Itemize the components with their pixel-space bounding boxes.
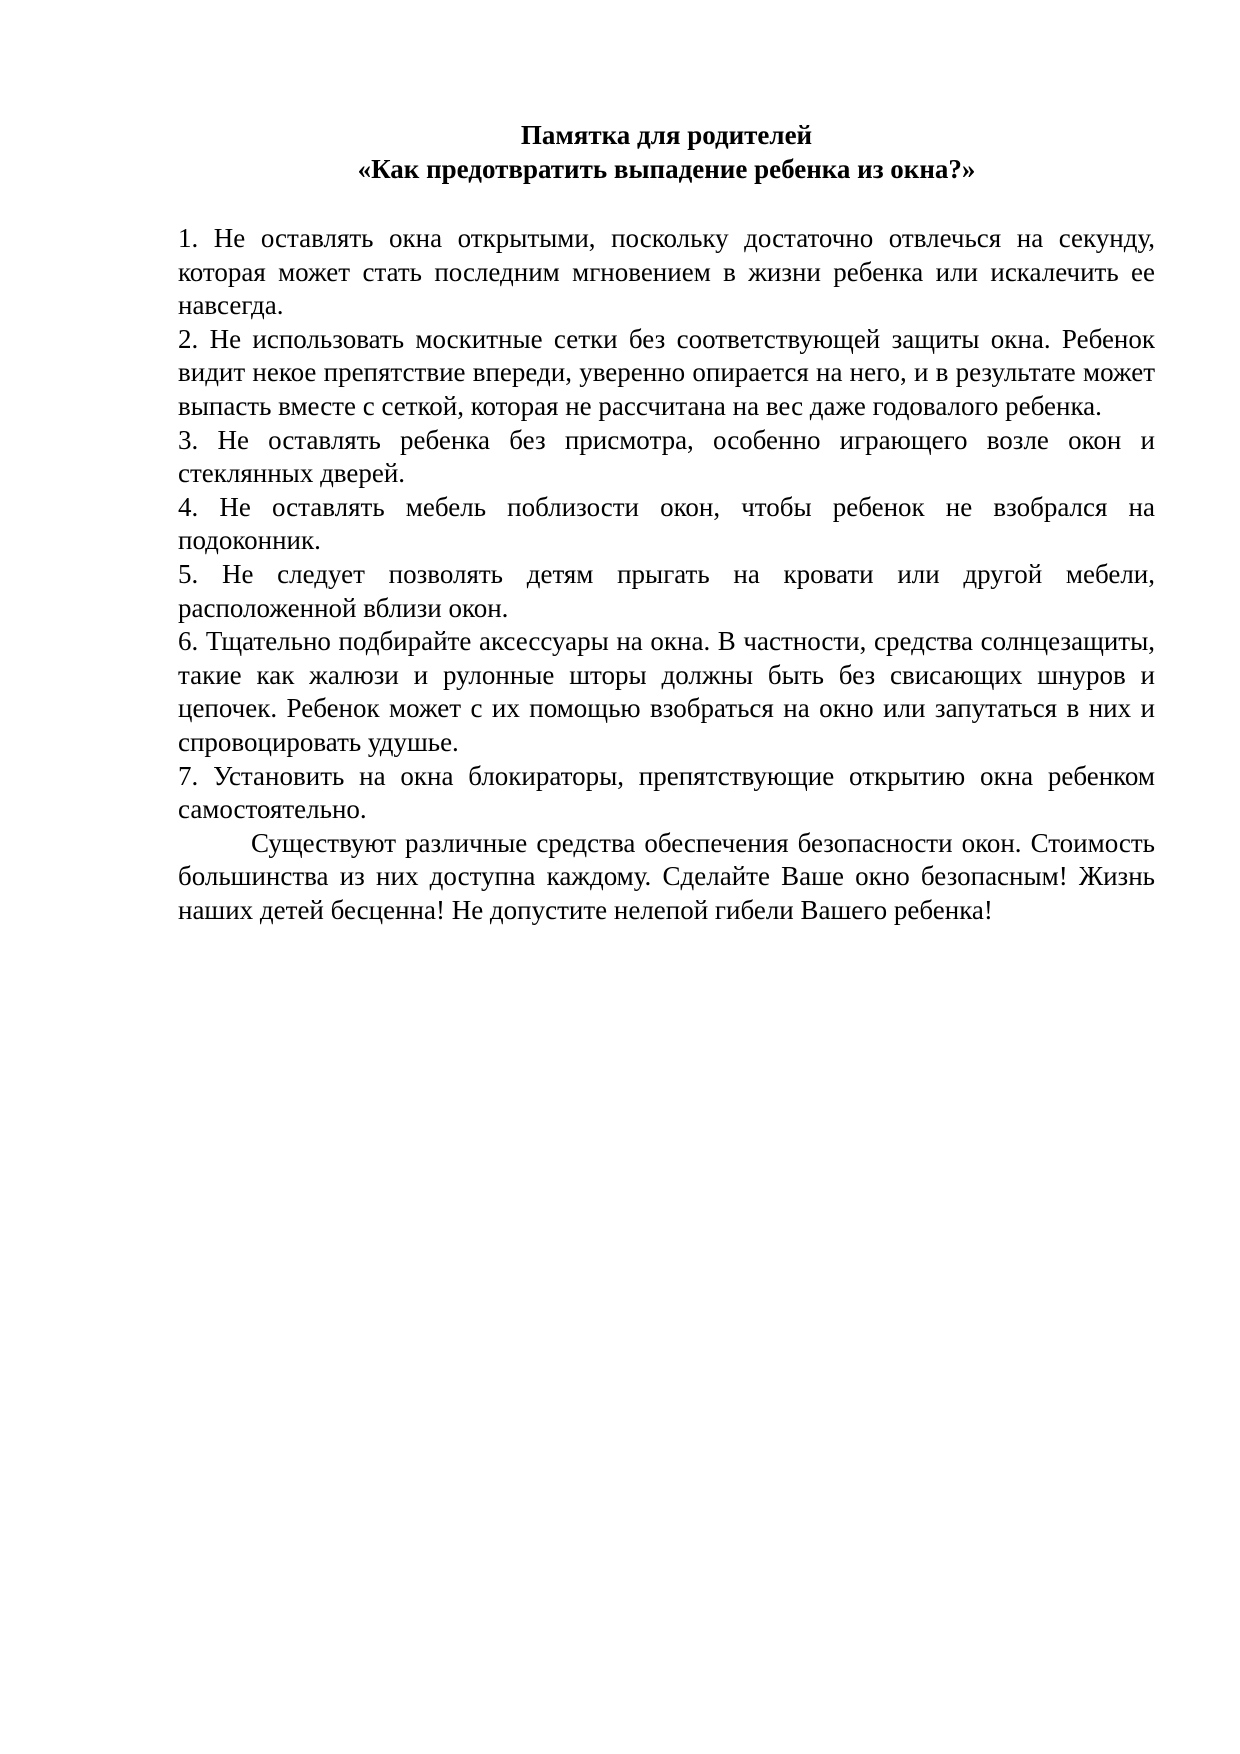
list-item-7: 7. Установить на окна блокираторы, препятствующие открытию окна ребенком самостоятельно. [178, 760, 1155, 825]
document-title [178, 118, 1155, 186]
list-item-3: 3. Не оставлять ребенка без присмотра, особенно играющего возле окон и стеклянных дверей. [178, 424, 1155, 489]
list-item-1: 1. Не оставлять окна открытыми, поскольку достаточно отвлечься на секунду, которая может стать последним мгновением в жизни ребенка или искалечить ее навсегда. [178, 223, 1155, 321]
list-item-6: 6. Тщательно подбирайте аксессуары на окна. В частности, средства солнцезащиты, такие как жалюзи и рулонные шторы должны быть без свисающих шнуров и цепочек. Ребенок может с их помощью взобраться на окно или запутаться в них и спровоцировать удушье. [178, 626, 1155, 757]
title-line-2: «Как предотвратить выпадение ребенка из окна?» [357, 154, 976, 184]
title-line-1: Памятка для родителей [520, 120, 813, 150]
document-body [178, 222, 1155, 927]
closing-paragraph: Существуют различные средства обеспечения безопасности окон. Стоимость большинства из них доступна каждому. Сделайте Ваше окно безопасным! Жизнь наших детей бесценна! Не допустите нелепой гибели Вашего ребенка! [178, 827, 1155, 925]
list-item-5: 5. Не следует позволять детям прыгать на кровати или другой мебели, расположенной вблизи окон. [178, 558, 1155, 623]
list-item-4: 4. Не оставлять мебель поблизости окон, чтобы ребенок не взобрался на подоконник. [178, 491, 1155, 556]
list-item-2: 2. Не использовать москитные сетки без соответствующей защиты окна. Ребенок видит некое препятствие впереди, уверенно опирается на него, и в результате может выпасть вместе с сеткой, которая не рассчитана на вес даже годовалого ребенка. [178, 323, 1155, 421]
